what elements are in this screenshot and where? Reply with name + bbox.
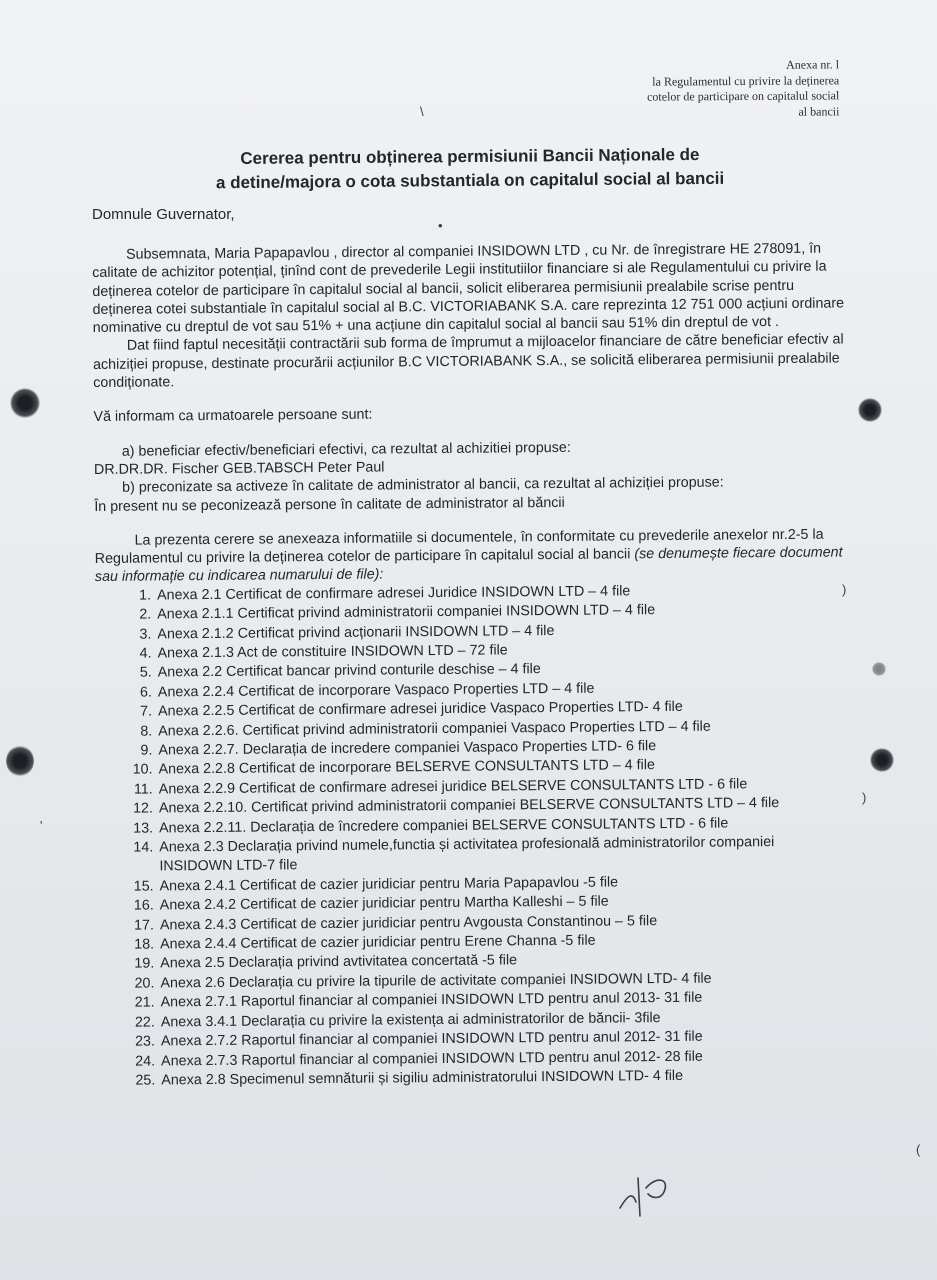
annex-number: 20.	[134, 975, 155, 992]
annex-text: Anexa 2.2.11. Declarația de încredere companiei BELSERVE CONSULTANTS LTD - 6 file	[159, 815, 729, 837]
annex-number: 7.	[140, 703, 153, 720]
annex-number: 5.	[139, 664, 152, 681]
annex-text: Anexa 2.3 Declarația privind numele,functia și activitatea profesională administratorilor companiei INSIDOWN LTD-7 file	[159, 834, 775, 875]
annex-number: 19.	[134, 955, 155, 973]
hole-punch-mark	[6, 745, 34, 777]
annex-number: 6.	[139, 684, 152, 701]
annex-number: 2.	[139, 606, 152, 623]
annex-text: Anexa 2.7.2 Raportul financiar al companiei INSIDOWN LTD pentru anul 2012- 31 file	[160, 1028, 703, 1050]
annex-number: 8.	[140, 723, 153, 740]
letter-body	[92, 239, 851, 1091]
annex-number: 13.	[133, 820, 154, 837]
annex-item	[97, 832, 849, 877]
annex-text: Anexa 2.4.1 Certificat de cazier juridiciar pentru Maria Papapavlou -5 file	[159, 874, 619, 895]
annex-text: Anexa 2.2.6. Certificat privind administratorii companiei Vaspaco Properties LTD – 4 file	[158, 718, 711, 740]
annex-number: 17.	[133, 917, 154, 934]
stray-mark: (	[916, 1142, 921, 1157]
annex-text: Anexa 2.4.2 Certificat de cazier juridiciar pentru Martha Kalleshi – 5 file	[159, 893, 609, 914]
annex-header-line-3: cotelor de participare on capitalul social	[646, 88, 840, 104]
annex-number: 16.	[133, 897, 154, 914]
inform-statement: Vă informam ca urmatoarele persoane sunt:	[93, 406, 373, 426]
annex-number: 9.	[140, 742, 153, 759]
beneficiary-item: a) beneficiar efectiv/beneficiari efectivi, ca rezultat al achizitiei propuse:	[121, 439, 571, 460]
title-line-1: Cererea pentru obținerea permisiunii Bancii Naționale de	[240, 144, 700, 169]
annex-text: Anexa 2.2.7. Declarația de incredere companiei Vaspaco Properties LTD- 6 file	[158, 738, 657, 759]
annex-text: Anexa 2.1 Certificat de confirmare adresei Juridice INSIDOWN LTD – 4 file	[156, 583, 631, 604]
annex-text: Anexa 2.2.4 Certificat de incorporare Vaspaco Properties LTD – 4 file	[157, 680, 595, 701]
annex-header-line-2: la Regulamentul cu privire la deținerea	[651, 72, 839, 89]
annex-number: 3.	[139, 626, 152, 643]
annex-text: Anexa 2.5 Declarația privind avtivitatea concertată -5 file	[160, 952, 518, 972]
annex-text: Anexa 2.7.1 Raportul financiar al companiei INSIDOWN LTD pentru anul 2013- 31 file	[160, 989, 703, 1011]
annex-text: Anexa 2.6 Declarația cu privire la tipurile de activitate companiei INSIDOWN LTD- 4 file	[160, 970, 712, 992]
administrator-answer: În present nu se peconizează persone în calitate de administrator al băncii	[94, 494, 565, 515]
conditional-permission-paragraph: Dat fiind faptul necesității contractării sub forma de împrumut a mijloacelor financiare de către beneficiar efectiv al achiziției propuse, destinate procurării acțiunilor B.C VICTORIABANK S.A., se solicită eliberarea permisiunii prealabile condiționate.	[92, 331, 844, 392]
speck-mark	[872, 662, 886, 676]
title-line-2: a detine/majora o cota substantiala on capitalul social al bancii	[215, 168, 725, 193]
annex-intro	[94, 525, 846, 586]
annex-text: Anexa 2.2.9 Certificat de confirmare adresei juridice BELSERVE CONSULTANTS LTD - 6 file	[158, 776, 748, 798]
annex-text: Anexa 2.7.3 Raportul financiar al companiei INSIDOWN LTD pentru anul 2012- 28 file	[161, 1048, 703, 1069]
annex-list	[95, 580, 851, 1091]
annex-number: 15.	[133, 878, 154, 895]
administrator-item: b) preconizate sa activeze în calitate de administrator al bancii, ca rezultat al achiziției propuse:	[122, 474, 724, 497]
stray-mark: '	[40, 818, 43, 833]
annex-text: Anexa 2.1.3 Act de constituire INSIDOWN LTD – 72 file	[157, 642, 508, 662]
hole-punch-mark	[10, 388, 40, 418]
hole-punch-mark	[858, 398, 882, 422]
annex-intro-note: (se denumește fiecare document sau informație cu indicarea numarului de file):	[94, 544, 843, 586]
annex-text: Anexa 2.2 Certificat bancar privind conturile deschise – 4 file	[157, 661, 541, 681]
annex-number: 1.	[139, 587, 152, 604]
annex-text: Anexa 2.4.3 Certificat de cazier juridiciar pentru Avgousta Constantinou – 5 file	[159, 912, 658, 934]
annex-header-line-1: Anexa nr. l	[785, 57, 839, 72]
stray-mark: )	[862, 790, 867, 805]
hole-punch-mark	[870, 748, 894, 772]
annex-number: 22.	[134, 1014, 155, 1031]
annex-number: 4.	[139, 645, 152, 662]
annex-text: Anexa 2.1.1 Certificat privind administratorii companiei INSIDOWN LTD – 4 file	[157, 602, 656, 623]
annex-header-line-4: al bancii	[798, 103, 840, 119]
annex-number: 11.	[133, 781, 153, 798]
annex-number: 23.	[135, 1033, 156, 1050]
document-title	[180, 142, 760, 195]
handwritten-signature	[612, 1168, 682, 1224]
salutation: Domnule Guvernator,	[92, 206, 235, 223]
annex-number: 12.	[132, 800, 153, 817]
annex-intro-text: La prezenta cerere se anexeaza informatiile si documentele, în conformitate cu prevederile anexelor nr.2-5 la Regulamentul cu privire la deținerea cotelor de participare în capitalul social al bancii	[94, 526, 824, 568]
beneficiary-name: DR.DR.DR. Fischer GEB.TABSCH Peter Paul	[93, 459, 385, 478]
annex-text: Anexa 2.2.5 Certificat de confirmare adresei juridice Vaspaco Properties LTD- 4 file	[157, 699, 683, 720]
annex-text: Anexa 2.4.4 Certificat de cazier juridiciar pentru Erene Channa -5 file	[160, 932, 596, 953]
stray-mark: \	[420, 104, 424, 119]
stray-mark: •	[438, 218, 443, 233]
annex-text: Anexa 2.8 Specimenul semnăturii și sigiliu administratorului INSIDOWN LTD- 4 file	[161, 1067, 684, 1089]
annex-reference-header	[647, 57, 840, 120]
annex-number: 10.	[132, 761, 153, 779]
stray-mark: )	[842, 582, 847, 597]
annex-number: 24.	[135, 1052, 156, 1070]
annex-text: Anexa 2.2.10. Certificat privind administratorii companiei BELSERVE CONSULTANTS LTD – 4 file	[158, 795, 780, 817]
annex-number: 14.	[133, 839, 154, 856]
request-paragraph: Subsemnata, Maria Papapavlou , director al companiei INSIDOWN LTD , cu Nr. de înregistrare HE 278091, în calitate de achizitor potențial, ținînd cont de prevederile Legii institutiilor financiare si ale Regulamentului cu privire la deținerea cotelor de participare în capitalul social al bancii, solicit eliberarea permisiunii prealabile scrise pentru deținerea cotei substantiale în capitalul social al B.C. VICTORIABANK S.A. care reprezinta 12 751 000 acțiuni ordinare nominative cu dreptul de vot sau 51% + una acțiune din capitalul social al bancii sau 51% din dreptul de vot .	[92, 240, 845, 337]
annex-text: Anexa 2.1.2 Certificat privind acționarii INSIDOWN LTD – 4 file	[157, 622, 555, 643]
annex-text: Anexa 3.4.1 Declarația cu privire la existența ai administratorilor de băncii- 3file	[160, 1009, 661, 1031]
annex-number: 18.	[134, 936, 155, 953]
annex-number: 25.	[135, 1072, 156, 1089]
annex-number: 21.	[134, 994, 155, 1011]
annex-text: Anexa 2.2.8 Certificat de incorporare BELSERVE CONSULTANTS LTD – 4 file	[158, 757, 655, 778]
